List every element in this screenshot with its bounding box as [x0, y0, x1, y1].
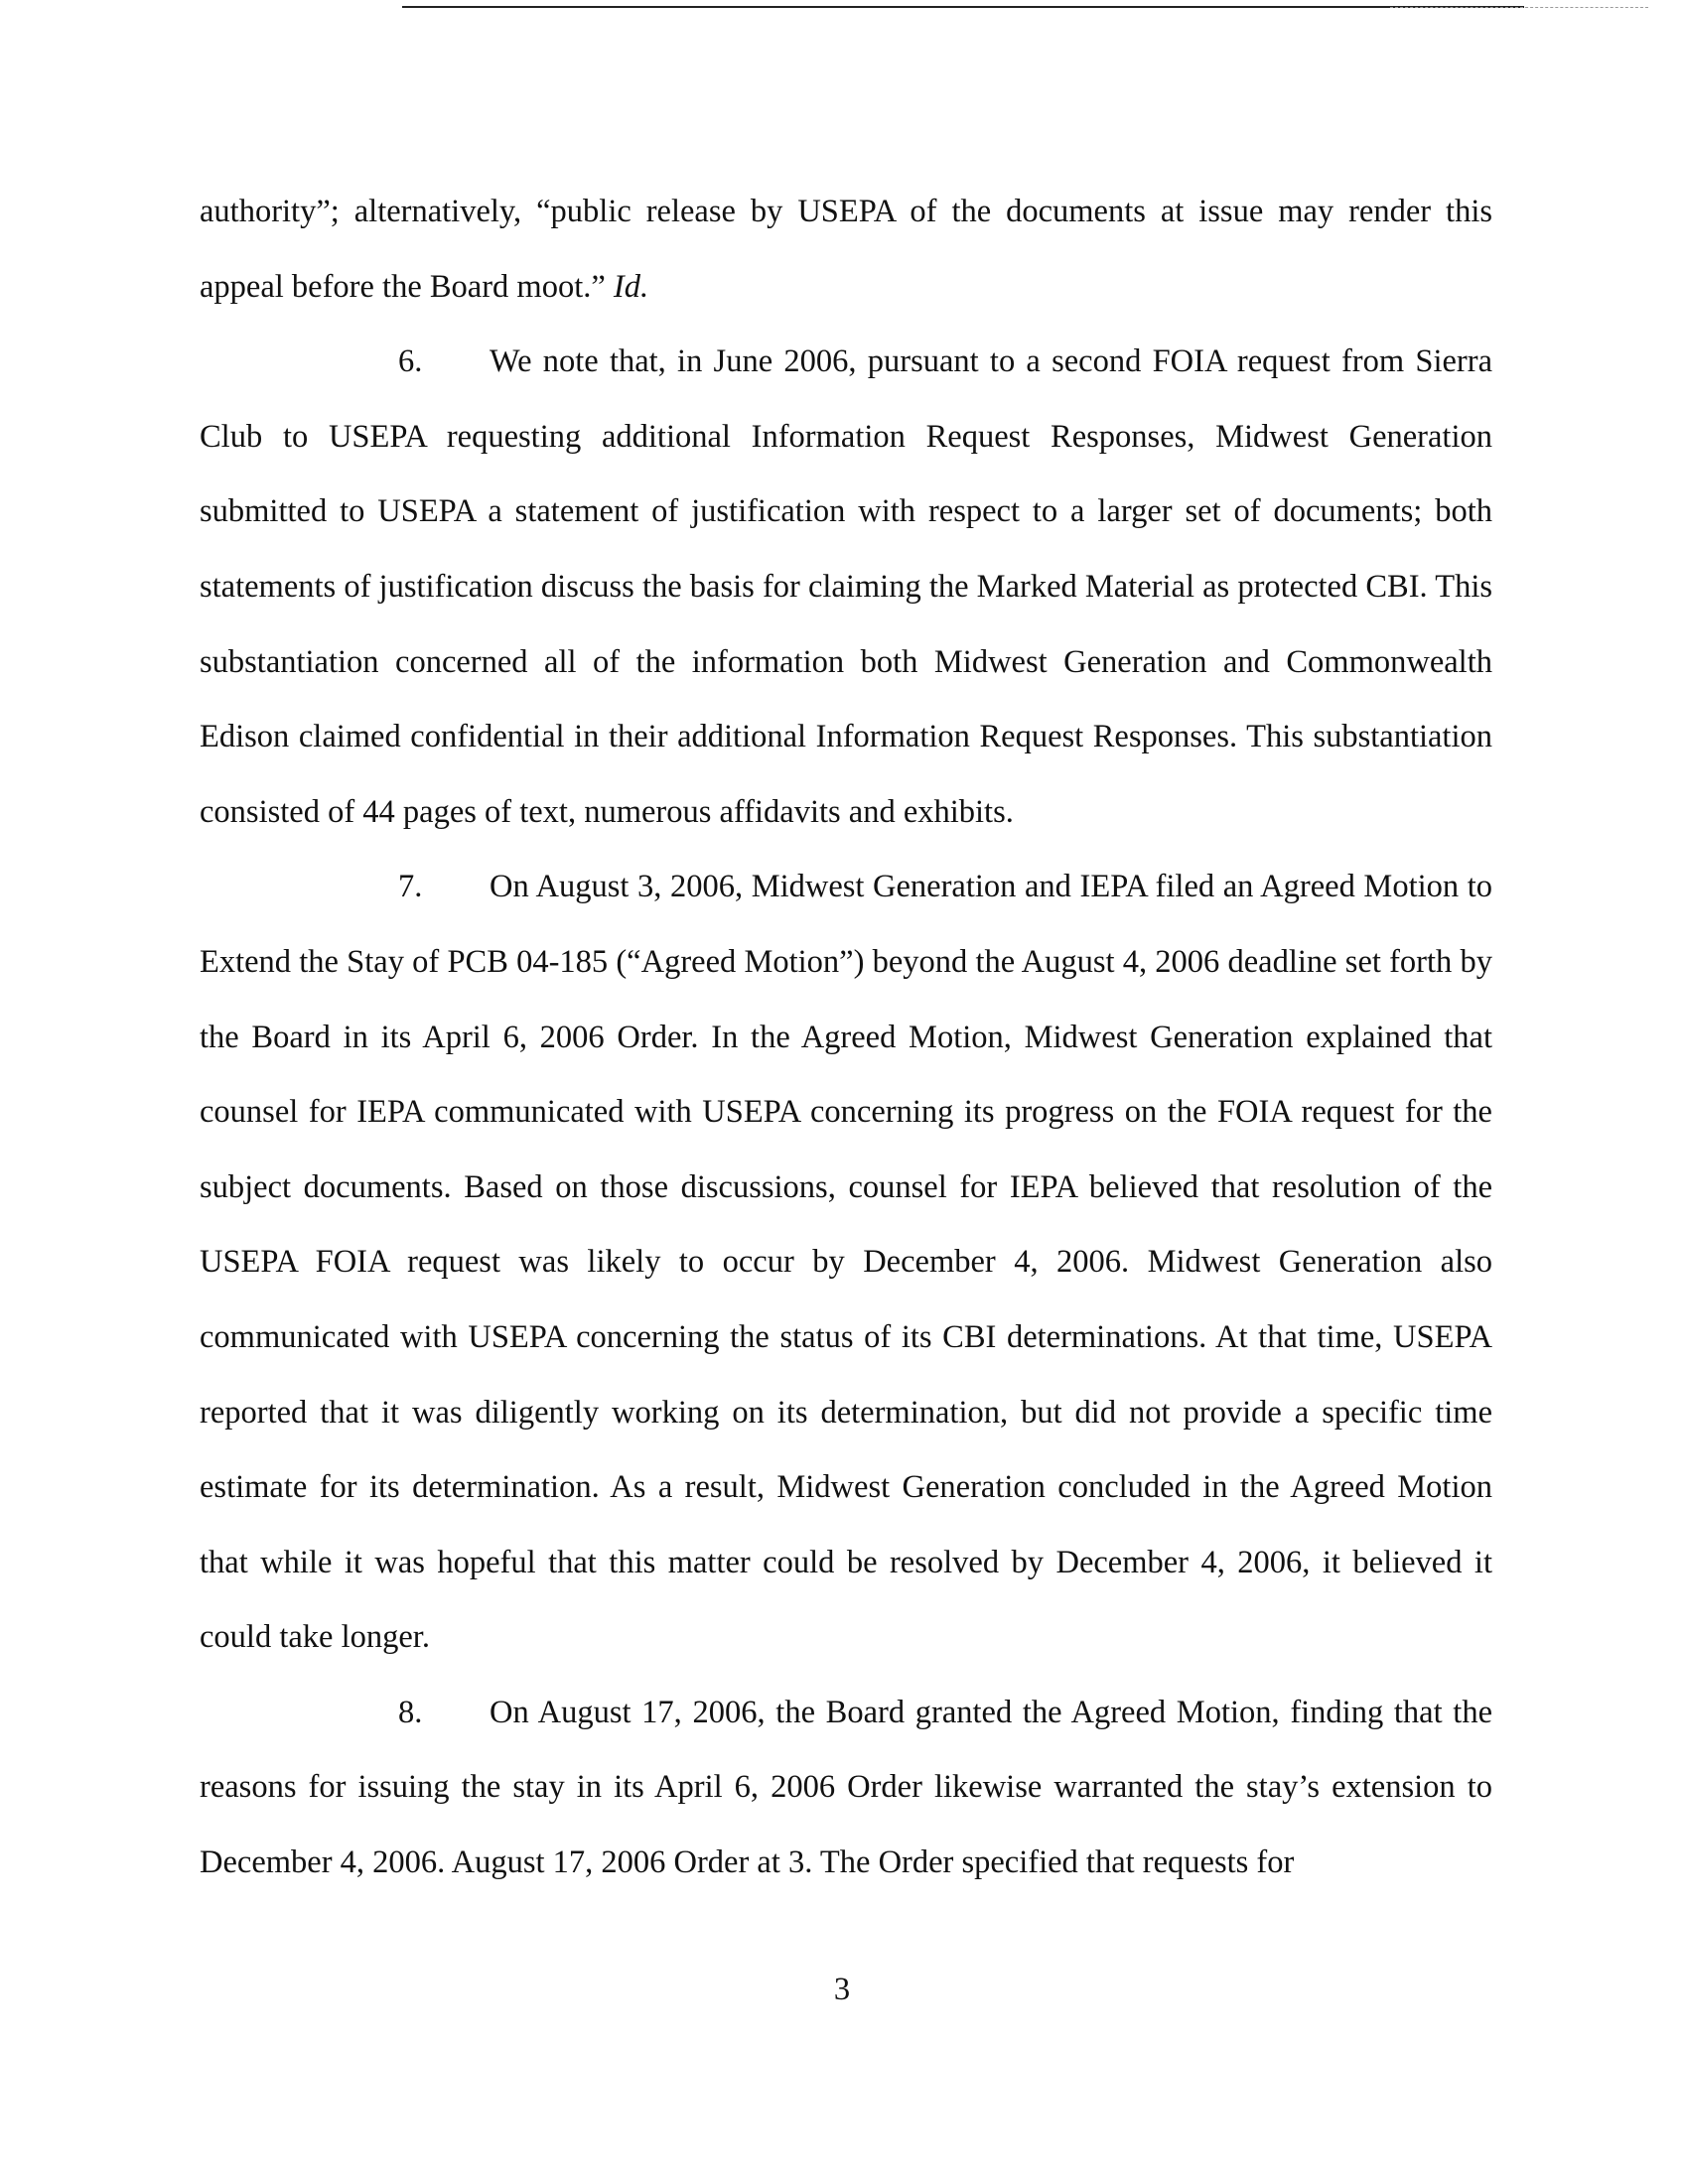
- paragraph-7: [200, 850, 1492, 1676]
- document-body: [200, 175, 1492, 1901]
- paragraph-number: 6.: [398, 343, 423, 380]
- paragraph-6: [200, 325, 1492, 850]
- paragraph-8: [200, 1676, 1492, 1901]
- citation-id: Id.: [613, 268, 649, 305]
- top-scan-rule: [402, 6, 1524, 8]
- paragraph-continued: [200, 175, 1492, 325]
- page-number: 3: [833, 1972, 851, 2007]
- paragraph-text: authority”; alternatively, “public release by USEPA of the documents at issue may render this appeal before the Board moot.”: [200, 194, 1492, 305]
- paragraph-number: 7.: [398, 869, 423, 905]
- paragraph-text: On August 17, 2006, the Board granted the Agreed Motion, finding that the reasons for issuing the stay in its April 6, 2006 Order likewise warranted the stay’s extension to December 4, 2006. August 17, 2006 Order at 3. The Order specified that requests for: [200, 1694, 1492, 1881]
- paragraph-text: On August 3, 2006, Midwest Generation and IEPA filed an Agreed Motion to Extend the Stay of PCB 04-185 (“Agreed Motion”) beyond the August 4, 2006 deadline set forth by the Board in its April 6, 2006 Order. In the Agreed Motion, Midwest Generation explained that counsel for IEPA communicated with USEPA concerning its progress on the FOIA request for the subject documents. Based on those discussions, counsel for IEPA believed that resolution of the USEPA FOIA request was likely to occur by December 4, 2006. Midwest Generation also communicated with USEPA concerning the status of its CBI determinations. At that time, USEPA reported that it was diligently working on its determination, but did not provide a specific time estimate for its determination. As a result, Midwest Generation concluded in the Agreed Motion that while it was hopeful that this matter could be resolved by December 4, 2006, it believed it could take longer.: [200, 869, 1492, 1656]
- paragraph-number: 8.: [398, 1694, 423, 1730]
- top-scan-rule-faint: [1390, 7, 1648, 8]
- paragraph-text: We note that, in June 2006, pursuant to a second FOIA request from Sierra Club to USEPA requesting additional Information Request Responses, Midwest Generation submitted to USEPA a statement of justification with respect to a larger set of documents; both statements of justification discuss the basis for claiming the Marked Material as protected CBI. This substantiation concerned all of the information both Midwest Generation and Commonwealth Edison claimed confidential in their additional Information Request Responses. This substantiation consisted of 44 pages of text, numerous affidavits and exhibits.: [200, 343, 1492, 830]
